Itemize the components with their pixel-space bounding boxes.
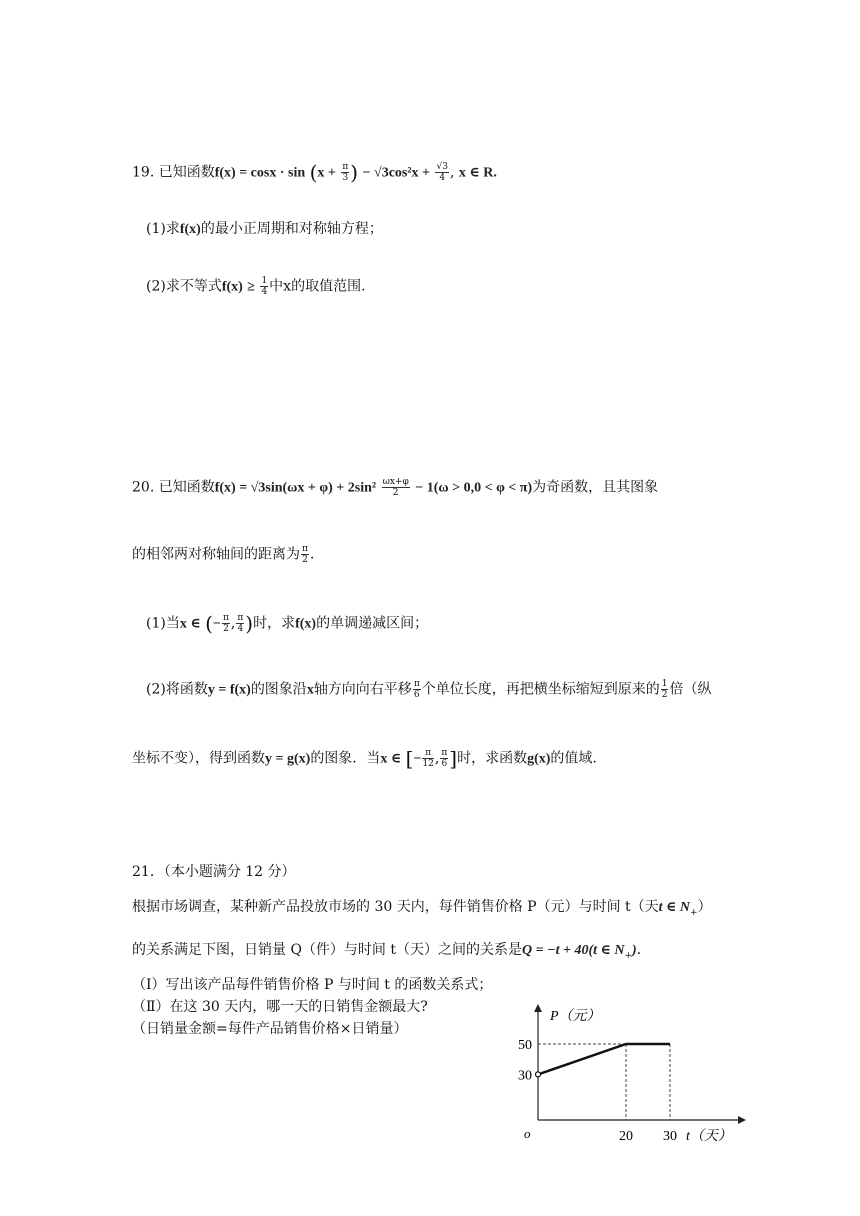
t-in-n: t ∈ N <box>658 900 691 915</box>
paren-open: ( <box>205 611 213 636</box>
y-gx: y = g(x) <box>265 751 311 767</box>
bracket-open: [ <box>405 746 414 771</box>
question-number: 20. <box>132 479 155 496</box>
x-in: x ∈ <box>380 751 402 767</box>
fraction-pi-12: $\frac{\pi}{12}$ <box>422 748 434 769</box>
part2-i: 的值域. <box>550 750 597 767</box>
fraction-sqrt3-4: $\frac{√3}{4}$ <box>436 162 448 183</box>
q21-p2-a: 的关系满足下图，日销量 Q（件）与时间 t（天）之间的关系是 <box>132 942 523 958</box>
q21-p1-a: 根据市场调查，某种新产品投放市场的 30 天内，每件销售价格 P（元）与时间 t（天 <box>132 899 659 915</box>
q19-domain: x ∈ R. <box>458 165 497 181</box>
part2-suffix: 中x的取值范围. <box>269 278 366 295</box>
question-number: 21． <box>132 864 164 880</box>
q-formula: Q = −t + 40(t ∈ N <box>522 943 625 958</box>
paren-open: ( <box>309 160 318 185</box>
x-in: x ∈ <box>179 616 201 632</box>
q20-line1-suffix: 为奇函数，且其图象 <box>532 479 659 496</box>
q19-intro: 已知函数 <box>158 164 215 181</box>
subscript-plus: + <box>624 950 633 961</box>
period: . <box>636 942 642 958</box>
q21-item2: （Ⅱ）在这 30 天内，哪一天的日销售金额最大? <box>132 999 428 1015</box>
fx-symbol: f(x) <box>221 279 243 295</box>
x-axis-var: x <box>306 682 314 698</box>
q19-formula-mid: x + <box>317 165 336 181</box>
gx-symbol: g(x) <box>527 751 551 767</box>
x-tick-label: 20 <box>619 1129 633 1144</box>
q19-formula-rest: − √3cos²x + <box>362 165 431 181</box>
q20-part2-cont: 坐标不变），得到函数y = g(x)的图象．当x ∈ [− $\frac{\pi}{12}$ , $\frac{\pi}{6}$ ]时，求函数g(x)的值域. <box>132 746 597 771</box>
minus: − <box>413 751 422 767</box>
part1-mid: 时，求 <box>253 615 296 632</box>
y-tick-label: 30 <box>518 1068 532 1084</box>
fraction-omega-2: $\frac{\omega x+\varphi}{2}$ <box>382 477 409 498</box>
part2-c: 轴方向向右平移 <box>313 681 412 698</box>
q21-item3: （日销量金额=每件产品销售价格×日销量） <box>132 1021 408 1037</box>
fraction-pi-2: $\frac{\pi}{2}$ <box>302 544 308 565</box>
q21-p1-b: ） <box>697 899 712 915</box>
y-fx: y = f(x) <box>207 682 251 698</box>
part1-suffix: 的单调递减区间； <box>316 615 429 632</box>
paren-close: ) <box>245 611 254 636</box>
open-point-start <box>536 1072 541 1077</box>
part2-g: 的图象．当 <box>310 750 381 767</box>
fraction-pi-6: $\frac{\pi}{6}$ <box>441 748 448 769</box>
q20-formula-b: − 1(ω > 0,0 < φ < π) <box>415 480 533 496</box>
part2-h: 时，求函数 <box>457 750 528 767</box>
q-close: ) <box>632 943 637 958</box>
part2-f: 坐标不变），得到函数 <box>132 750 265 767</box>
q20-part1: (1)当x ∈ (− $\frac{\pi}{2}$ , $\frac{\pi}{4}$ )时，求f(x)的单调递减区间； <box>146 611 429 636</box>
fx-symbol: f(x) <box>179 222 201 237</box>
y-axis-label: P（元） <box>550 1009 601 1024</box>
minus: − <box>212 616 221 632</box>
period: . <box>309 546 315 563</box>
part1-prefix: (1)求 <box>146 221 180 237</box>
q20-line1 <box>132 477 658 499</box>
fraction-1-4: $\frac{1}{4}$ <box>261 276 268 297</box>
part2-e: 倍（纵 <box>669 681 712 698</box>
origin-label: o <box>524 1126 531 1141</box>
x-tick-label: 30 <box>663 1129 677 1144</box>
q19-formula-lhs: f(x) = cosx · sin <box>214 165 306 181</box>
y-axis-arrow <box>534 1004 542 1012</box>
y-tick-label: 50 <box>518 1038 532 1053</box>
paren-close: ) <box>350 160 359 185</box>
part2-a: (2)将函数 <box>146 681 208 698</box>
price-series-line <box>538 1044 670 1074</box>
bracket-close: ] <box>449 746 458 771</box>
part2-b: 的图象沿 <box>250 681 307 698</box>
part1-suffix: 的最小正周期和对称轴方程； <box>200 221 383 237</box>
question-number: 19. <box>132 164 155 181</box>
part2-d: 个单位长度，再把横坐标缩短到原来的 <box>421 681 660 698</box>
q20-line2 <box>132 544 314 565</box>
subscript-plus: + <box>690 907 698 918</box>
part2-prefix: (2)求不等式 <box>146 278 222 295</box>
q20-formula-a: f(x) = √3sin(ωx + φ) + 2sin² <box>214 480 377 496</box>
q21-p1 <box>132 897 712 923</box>
fraction-pi-6: $\frac{\pi}{6}$ <box>413 679 420 700</box>
q19-part2 <box>146 276 366 298</box>
x-axis-label: t（天） <box>686 1129 732 1144</box>
q21-score: （本小题满分 12 分） <box>163 864 296 880</box>
q20-part2 <box>146 679 711 701</box>
fraction-pi-2: $\frac{\pi}{2}$ <box>222 613 229 634</box>
geq-symbol: ≥ <box>247 279 255 295</box>
q19-line: 19. 已知函数f(x) = cosx · sin (x + $\frac{\pi}{3}$ ) − √3cos²x + $\frac{√3}{4}$ , x ∈ R. <box>132 160 497 185</box>
fraction-pi-3: $\frac{\pi}{3}$ <box>342 162 349 183</box>
q21-p2 <box>132 940 641 966</box>
fraction-1-2: $\frac{1}{2}$ <box>661 679 668 700</box>
q20-line2-prefix: 的相邻两对称轴间的距离为 <box>132 546 300 563</box>
x-axis-arrow <box>738 1116 746 1124</box>
q20-intro: 已知函数 <box>158 479 215 496</box>
part1-prefix: (1)当 <box>146 615 180 632</box>
q19-part1 <box>146 219 383 240</box>
fraction-pi-4: $\frac{\pi}{4}$ <box>237 613 244 634</box>
price-time-chart <box>500 1000 750 1150</box>
fx-symbol: f(x) <box>295 616 317 632</box>
q21-item1: （Ⅰ）写出该产品每件销售价格 P 与时间 t 的函数关系式； <box>132 977 493 993</box>
q21-header <box>132 862 296 882</box>
